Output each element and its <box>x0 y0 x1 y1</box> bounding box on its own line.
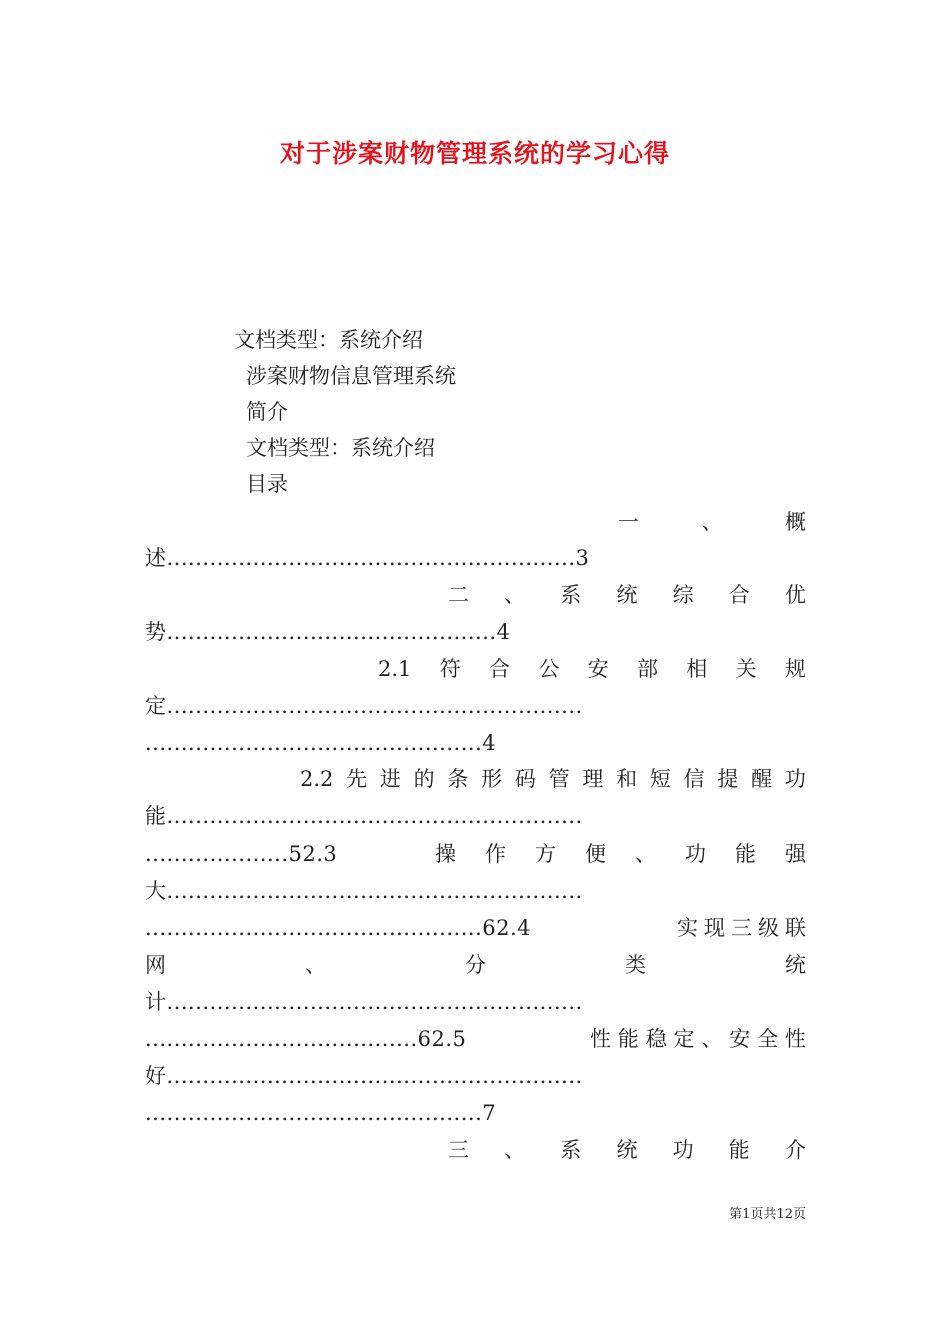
toc-line-2-3-title <box>435 836 806 872</box>
toc-line-advantages-dots: 势..............................................4 <box>145 620 511 644</box>
toc-char: 类 <box>625 953 646 977</box>
toc-char: 分 <box>465 953 486 977</box>
toc-char: 短 <box>649 767 671 791</box>
toc-char: 、 <box>305 953 326 977</box>
toc-line-2-2-dots: 能.......................................................... <box>145 804 583 828</box>
toc-char: 、 <box>701 1027 723 1051</box>
toc-char: 定 <box>673 1027 695 1051</box>
toc-char: 的 <box>413 767 435 791</box>
toc-char: 安 <box>587 657 609 681</box>
toc-line-functions <box>448 1132 806 1168</box>
toc-char: 统 <box>785 953 806 977</box>
toc-char: 关 <box>735 657 757 681</box>
toc-char: 能 <box>735 842 756 866</box>
toc-dots-run: ....................52.3 <box>145 842 338 866</box>
toc-heading: 目录 <box>246 472 288 496</box>
toc-char: 系 <box>560 1138 582 1162</box>
toc-line-2-5 <box>145 1021 806 1057</box>
toc-char: 信 <box>683 767 705 791</box>
toc-char: 稳 <box>645 1027 667 1051</box>
toc-line-2-4 <box>145 910 806 946</box>
toc-char: 提 <box>717 767 739 791</box>
toc-char: 介 <box>784 1138 806 1162</box>
toc-char: 联 <box>785 916 806 940</box>
toc-line-2-1 <box>378 651 806 687</box>
toc-char: 级 <box>758 916 779 940</box>
toc-char: 2.2 <box>300 767 334 791</box>
toc-char: 码 <box>514 767 536 791</box>
toc-char: 公 <box>538 657 560 681</box>
toc-line-overview <box>618 504 806 540</box>
toc-line-2-5-title <box>590 1021 806 1057</box>
toc-line-2-1-dots-2: ...............................................4 <box>145 731 497 755</box>
toc-char: 进 <box>379 767 401 791</box>
toc-dots-run: ...............................................62.4 <box>145 916 531 940</box>
toc-char: 概 <box>785 510 806 534</box>
toc-char: 全 <box>757 1027 779 1051</box>
toc-line-2-3-dots: 大.......................................................... <box>145 879 583 903</box>
toc-char: 、 <box>635 842 656 866</box>
toc-char: 规 <box>784 657 806 681</box>
toc-char: 醒 <box>751 767 773 791</box>
toc-char: 、 <box>504 1138 526 1162</box>
toc-char: 功 <box>685 842 706 866</box>
toc-char: 操 <box>435 842 456 866</box>
toc-char: 作 <box>485 842 506 866</box>
toc-line-2-4-cont <box>145 947 806 983</box>
toc-char: 条 <box>447 767 469 791</box>
toc-char: 现 <box>704 916 725 940</box>
toc-line-overview-dots: 述.........................................................3 <box>145 546 590 570</box>
toc-char: 相 <box>686 657 708 681</box>
toc-char: 形 <box>481 767 503 791</box>
toc-char: 优 <box>784 583 806 607</box>
doc-type-line-2: 文档类型：系统介绍 <box>246 436 435 460</box>
toc-line-2-3 <box>145 836 806 872</box>
toc-line-advantages <box>448 577 806 613</box>
toc-char: 、 <box>504 583 526 607</box>
toc-char: 功 <box>672 1138 694 1162</box>
toc-char: 合 <box>489 657 511 681</box>
toc-char: 综 <box>672 583 694 607</box>
toc-char: 强 <box>785 842 806 866</box>
toc-char: 部 <box>636 657 658 681</box>
toc-char: 先 <box>346 767 368 791</box>
toc-char: 能 <box>617 1027 639 1051</box>
toc-line-2-2 <box>300 761 806 797</box>
toc-char: 统 <box>616 1138 638 1162</box>
toc-char: 合 <box>728 583 750 607</box>
toc-char: 理 <box>582 767 604 791</box>
toc-char: 安 <box>729 1027 751 1051</box>
document-title: 对于涉案财物管理系统的学习心得 <box>279 139 670 168</box>
toc-char: 网 <box>145 953 166 977</box>
system-name-line: 涉案财物信息管理系统 <box>246 364 456 388</box>
toc-char: 符 <box>439 657 461 681</box>
toc-char: 系 <box>560 583 582 607</box>
toc-char: 一 <box>618 510 639 534</box>
toc-char: 能 <box>728 1138 750 1162</box>
toc-char: 性 <box>784 1027 806 1051</box>
toc-line-2-5-dots: 好.......................................................... <box>145 1064 583 1088</box>
toc-char: 、 <box>701 510 723 534</box>
toc-char: 便 <box>585 842 606 866</box>
toc-char: 管 <box>548 767 570 791</box>
toc-char: 实 <box>677 916 698 940</box>
toc-char: 功 <box>784 767 806 791</box>
toc-char: 和 <box>616 767 638 791</box>
toc-char: 方 <box>535 842 556 866</box>
toc-char: 三 <box>731 916 752 940</box>
toc-char: 性 <box>590 1027 611 1051</box>
toc-line-2-1-dots: 定.......................................................... <box>145 694 583 718</box>
toc-char: 三 <box>448 1138 469 1162</box>
toc-char: 统 <box>616 583 638 607</box>
toc-char: 2.1 <box>378 657 412 681</box>
toc-line-2-5-dots-2: ...............................................7 <box>145 1101 497 1125</box>
toc-char: 二 <box>448 583 469 607</box>
doc-type-line: 文档类型：系统介绍 <box>234 328 423 352</box>
toc-line-2-4-dots: 计.......................................................... <box>145 990 583 1014</box>
intro-heading: 简介 <box>246 400 288 424</box>
toc-line-2-4-title <box>677 910 806 946</box>
toc-dots-run: ......................................62.5 <box>145 1027 467 1051</box>
page-footer: 第1页共12页 <box>729 1207 806 1222</box>
